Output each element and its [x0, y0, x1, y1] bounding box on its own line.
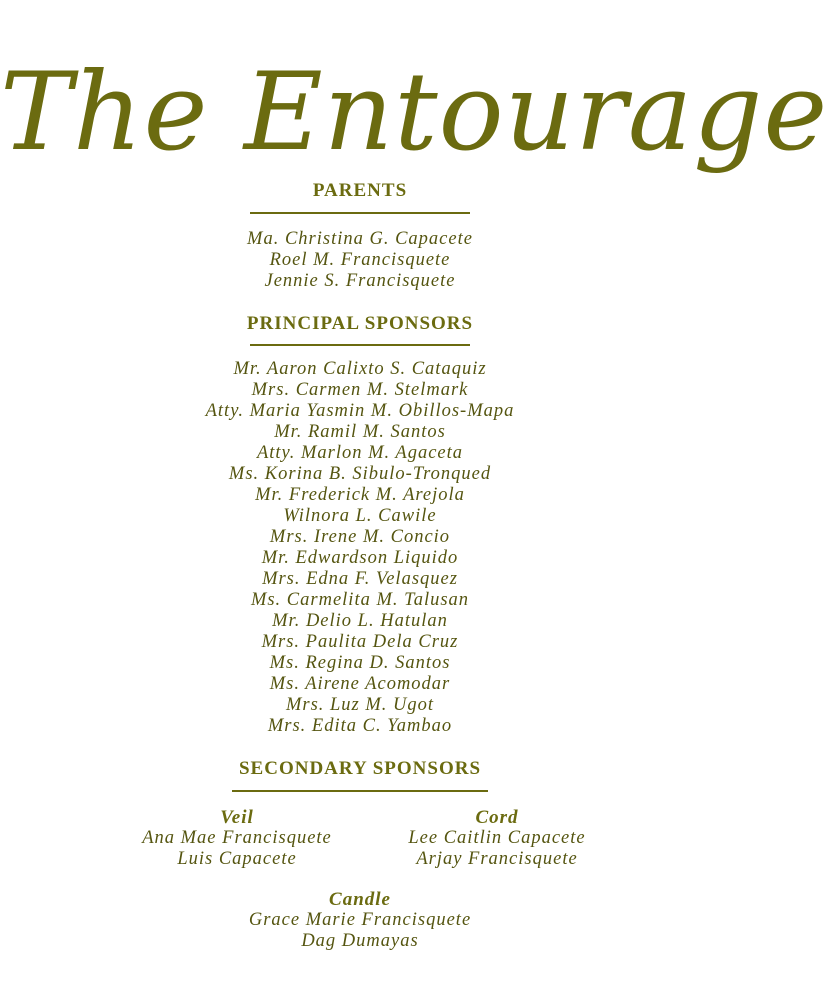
list-item: Grace Marie Francisquete	[248, 910, 472, 930]
list-item: Atty. Marlon M. Agaceta	[256, 443, 464, 463]
list-item: Jennie S. Francisquete	[264, 271, 456, 291]
list-item: Lee Caitlin Capacete	[408, 828, 586, 848]
list-item: Roel M. Francisquete	[269, 250, 451, 270]
principal-sponsors-list	[0, 359, 720, 737]
list-item: Ms. Carmelita M. Talusan	[250, 590, 470, 610]
list-item: Mrs. Edita C. Yambao	[267, 716, 453, 736]
list-item: Ma. Christina G. Capacete	[247, 229, 473, 249]
list-item: Mrs. Paulita Dela Cruz	[261, 632, 459, 652]
list-item: Mr. Frederick M. Arejola	[255, 485, 465, 505]
list-item: Ms. Airene Acomodar	[269, 674, 451, 694]
veil-group	[117, 807, 357, 870]
candle-group	[200, 889, 520, 952]
parents-divider	[250, 212, 470, 214]
secondary-sponsors-divider	[232, 790, 488, 792]
secondary-sponsors-heading: SECONDARY SPONSORS	[238, 758, 482, 779]
list-item: Mrs. Luz M. Ugot	[285, 695, 435, 715]
list-item: Mrs. Irene M. Concio	[269, 527, 451, 547]
list-item: Dag Dumayas	[301, 931, 419, 951]
list-item: Mrs. Carmen M. Stelmark	[251, 380, 469, 400]
cord-group	[377, 807, 617, 870]
list-item: Mr. Aaron Calixto S. Cataquiz	[233, 359, 487, 379]
list-item: Mr. Delio L. Hatulan	[272, 611, 448, 631]
list-item: Atty. Maria Yasmin M. Obillos-Mapa	[205, 401, 515, 421]
list-item: Mrs. Edna F. Velasquez	[262, 569, 458, 589]
page-title: The Entourage	[0, 50, 828, 175]
list-item: Arjay Francisquete	[416, 849, 578, 869]
list-item: Ana Mae Francisquete	[142, 828, 332, 848]
principal-sponsors-divider	[250, 344, 470, 346]
list-item: Mr. Edwardson Liquido	[261, 548, 459, 568]
list-item: Ms. Korina B. Sibulo-Tronqued	[228, 464, 492, 484]
cord-label: Cord	[475, 807, 519, 828]
list-item: Wilnora L. Cawile	[283, 506, 437, 526]
parents-list	[0, 229, 720, 292]
list-item: Mr. Ramil M. Santos	[274, 422, 446, 442]
list-item: Ms. Regina D. Santos	[269, 653, 451, 673]
parents-heading: PARENTS	[312, 180, 408, 201]
candle-label: Candle	[329, 889, 391, 910]
veil-label: Veil	[220, 807, 254, 828]
principal-sponsors-heading: PRINCIPAL SPONSORS	[246, 313, 474, 334]
list-item: Luis Capacete	[177, 849, 297, 869]
